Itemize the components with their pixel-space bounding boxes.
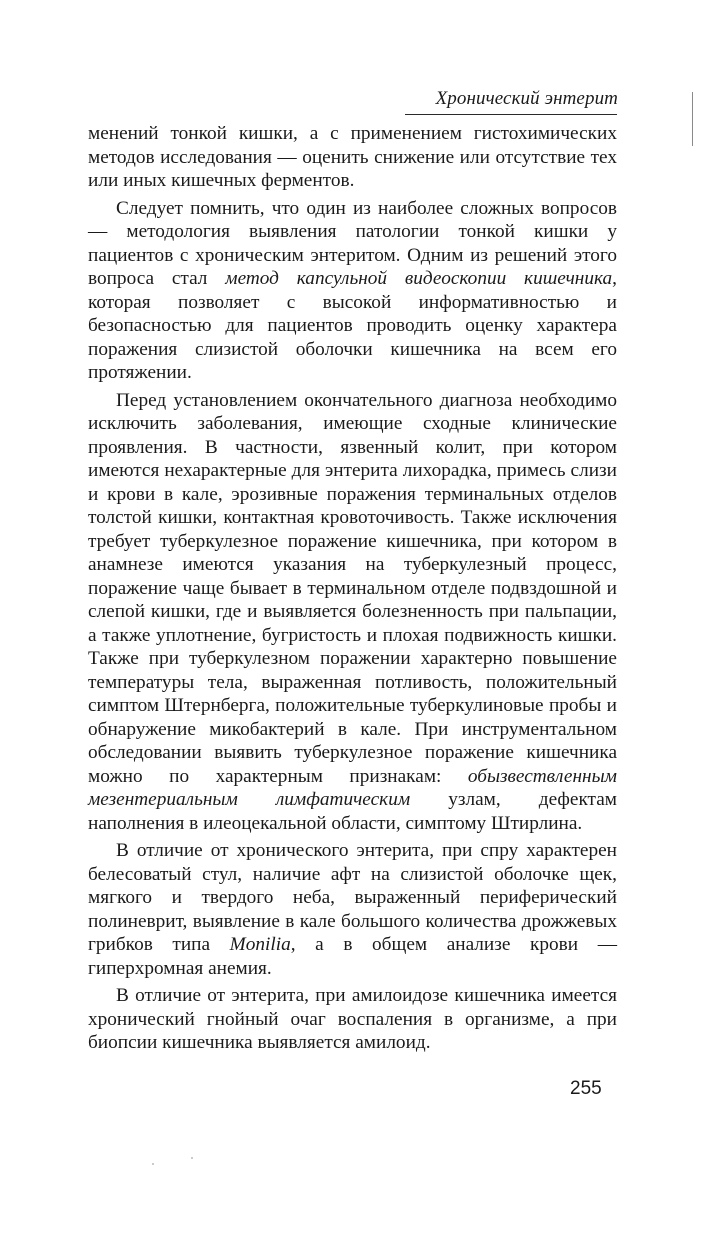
italic-term: обызвествленным мезентериальным лимфатическим bbox=[88, 765, 617, 810]
running-header: Хронический энтерит bbox=[435, 88, 618, 109]
scan-dust-dot bbox=[191, 1157, 193, 1159]
text-run: , а в общем анализе крови — гиперхромная анемия. bbox=[88, 934, 617, 979]
italic-term: метод капсульной видеоскопии кишечника bbox=[225, 268, 613, 289]
text-run: узлам, дефектам наполнения в илеоцекальной области, симптому Штирлина. bbox=[88, 789, 617, 834]
italic-term: Monilia bbox=[229, 934, 291, 955]
text-run: Следует помнить, что один из наиболее сложных вопросов — методология выявления патологии тонкой кишки у пациентов с хроническим энтеритом. Одним из решений этого вопроса стал bbox=[88, 197, 617, 289]
body-paragraph bbox=[88, 122, 617, 193]
scan-margin-mark bbox=[692, 92, 693, 146]
page-number: 255 bbox=[570, 1078, 602, 1099]
body-paragraph bbox=[88, 839, 617, 980]
text-run: Перед установлением окончательного диагноза необходимо исключить заболевания, имеющие сходные клинические проявления. В частности, язвенный колит, при котором имеются нехарактерные для энтерита лихорадка, примесь слизи и крови в кале, эрозивные поражения терминальных отделов толстой кишки, контактная кровоточивость. Также исключения требует туберкулезное поражение кишечника, при котором в анамнезе имеются указания на туберкулезный процесс, поражение чаще бывает в терминальном отделе подвздошной и слепой кишки, где и выявляется болезненность при пальпации, а также уплотнение, бугристость и плохая подвижность кишки. Также при туберкулезном поражении характерно повышение температуры тела, выраженная потливость, положительный симптом Штернберга, положительные туберкулиновые пробы и обнаружение микобактерий в кале. При инструментальном обследовании выявить туберкулезное поражение кишечника можно по характерным признакам: bbox=[88, 389, 617, 787]
text-run: В отличие от энтерита, при амилоидозе кишечника имеется хронический гнойный очаг воспаления в организме, а при биопсии кишечника выявляется амилоид. bbox=[88, 985, 617, 1053]
body-text bbox=[88, 122, 617, 1055]
text-run: , которая позволяет с высокой информативностью и безопасностью для пациентов проводить оценку характера поражения слизистой оболочки кишечника на всем его протяжении. bbox=[88, 268, 617, 383]
text-run: В отличие от хронического энтерита, при спру характерен белесоватый стул, наличие афт на слизистой оболочке щек, мягкого и твердого неба, выраженный периферический полиневрит, выявление в кале большого количества дрожжевых грибков типа bbox=[88, 840, 617, 955]
body-paragraph bbox=[88, 984, 617, 1055]
body-paragraph bbox=[88, 389, 617, 836]
text-run: менений тонкой кишки, а с применением гистохимических методов исследования — оценить снижение или отсутствие тех или иных кишечных ферментов. bbox=[88, 123, 617, 191]
header-rule bbox=[405, 114, 617, 115]
body-paragraph bbox=[88, 197, 617, 385]
scan-dust-dot bbox=[152, 1163, 154, 1165]
